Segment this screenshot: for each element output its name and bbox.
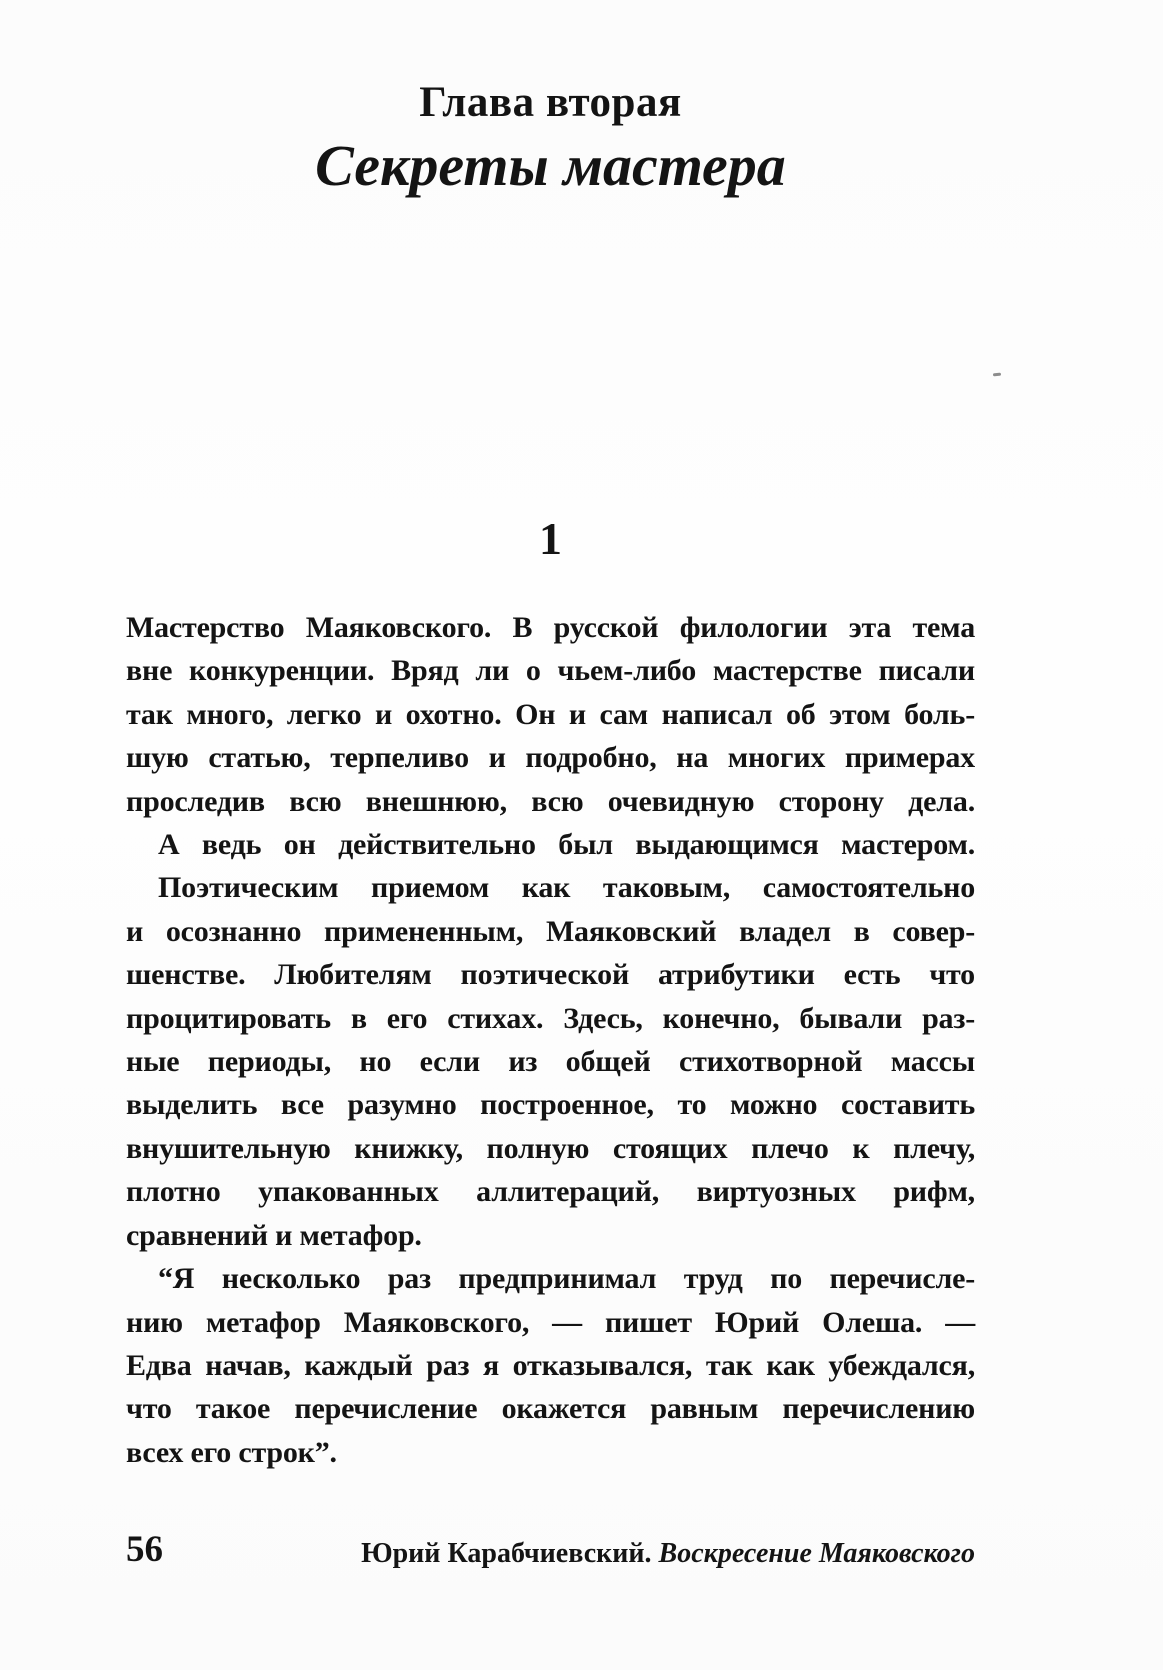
- body-text-line: сравнений и метафор.: [126, 1218, 422, 1252]
- body-text-line: плотно упакованных аллитераций, виртуозных рифм,: [126, 1175, 975, 1209]
- body-text-line: шую статью, терпеливо и подробно, на многих примерах: [126, 741, 975, 775]
- body-paragraph: [126, 823, 975, 866]
- body-text-line: что такое перечисление окажется равным перечислению: [126, 1392, 975, 1426]
- body-text-line: внушительную книжку, полную стоящих плечо к плечу,: [126, 1131, 975, 1165]
- body-text-line: “Я несколько раз предпринимал труд по перечисле-: [158, 1262, 975, 1296]
- body-text-line: так много, легко и охотно. Он и сам написал об этом боль-: [126, 697, 975, 731]
- body-text-line: ные периоды, но если из общей стихотворной массы: [126, 1045, 975, 1079]
- body-paragraph: [126, 866, 975, 1257]
- scan-artifact-mark: [993, 373, 1001, 377]
- body-text-line: выделить все разумно построенное, то можно составить: [126, 1088, 975, 1122]
- body-text-line: А ведь он действительно был выдающимся мастером.: [158, 828, 975, 862]
- running-footer-book-title: Воскресение Маяковского: [658, 1538, 975, 1569]
- page-number: 56: [126, 1529, 163, 1570]
- running-footer-author: Юрий Карабчиевский.: [361, 1538, 652, 1569]
- body-text-line: шенстве. Любителям поэтической атрибутики есть что: [126, 958, 975, 992]
- body-text: [126, 606, 975, 1474]
- body-text-line: процитировать в его стихах. Здесь, конечно, бывали раз-: [126, 1001, 975, 1035]
- body-text-line: проследив всю внешнюю, всю очевидную сторону дела.: [126, 784, 975, 818]
- chapter-title: Секреты мастера: [315, 133, 786, 198]
- body-paragraph: [126, 606, 975, 823]
- body-text-line: вне конкуренции. Вряд ли о чьем-либо мастерстве писали: [126, 654, 975, 688]
- body-paragraph: [126, 1257, 975, 1474]
- body-text-line: всех его строк”.: [126, 1435, 337, 1469]
- body-text-line: и осознанно примененным, Маяковский владел в совер-: [126, 914, 975, 948]
- running-footer: [361, 1538, 975, 1570]
- body-text-line: Поэтическим приемом как таковым, самостоятельно: [158, 871, 975, 905]
- body-text-line: нию метафор Маяковского, — пишет Юрий Олеша. —: [126, 1305, 975, 1339]
- body-text-line: Мастерство Маяковского. В русской филологии эта тема: [126, 611, 975, 644]
- chapter-label: Глава вторая: [419, 79, 682, 126]
- section-number: 1: [539, 513, 562, 564]
- body-text-line: Едва начав, каждый раз я отказывался, так как убеждался,: [126, 1348, 975, 1382]
